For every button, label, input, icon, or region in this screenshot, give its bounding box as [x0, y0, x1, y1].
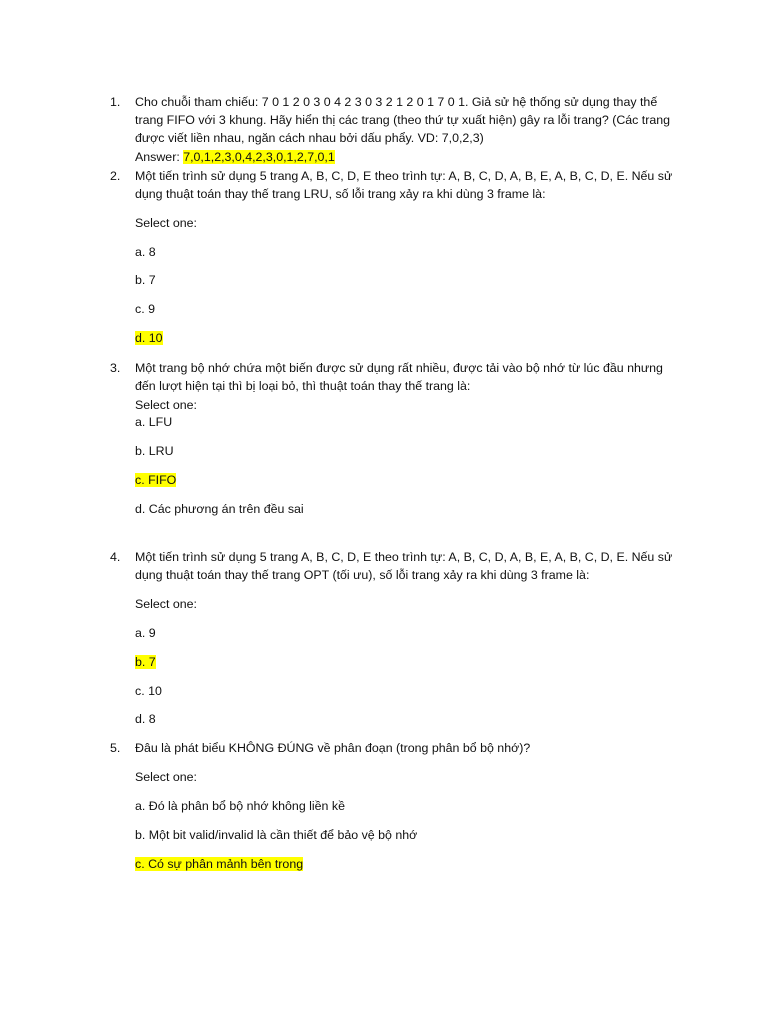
- question-4-text-line-1: Một tiến trình sử dụng 5 trang A, B, C, D, E theo trình tự: A, B, C, D, A, B, E, A, B, C, D, E. Nếu sử: [135, 550, 673, 564]
- question-2-option-d-correct: d. 10: [135, 331, 163, 345]
- question-1-number: 1.: [110, 95, 121, 109]
- question-4-option-d: d. 8: [135, 712, 156, 726]
- question-2-option-b: b. 7: [135, 273, 156, 287]
- question-5-option-b: b. Một bit valid/invalid là cần thiết để bảo vệ bộ nhớ: [135, 828, 418, 842]
- question-2-text-line-2: dụng thuật toán thay thế trang LRU, số lỗi trang xảy ra khi dùng 3 frame là:: [135, 187, 546, 201]
- question-5-option-a: a. Đó là phân bổ bộ nhớ không liền kề: [135, 799, 345, 813]
- question-3-option-b: b. LRU: [135, 444, 174, 458]
- question-2-option-c: c. 9: [135, 302, 155, 316]
- question-3-option-a: a. LFU: [135, 415, 173, 429]
- question-5-number: 5.: [110, 741, 121, 755]
- question-5-option-c-correct: c. Có sự phân mảnh bên trong: [135, 857, 304, 871]
- question-4-option-c: c. 10: [135, 684, 162, 698]
- question-2-option-a: a. 8: [135, 245, 156, 259]
- question-1-text-line-2: trang FIFO với 3 khung. Hãy hiển thị các trang (theo thứ tự xuất hiện) gây ra lỗi trang? (Các trang: [135, 113, 671, 127]
- question-1-answer: [135, 149, 335, 165]
- question-3-text-line-2: đến lượt hiện tại thì bị loại bỏ, thì thuật toán thay thế trang là:: [135, 379, 471, 393]
- question-5-select-one: Select one:: [135, 770, 197, 784]
- question-5-text-line-1: Đâu là phát biểu KHÔNG ĐÚNG về phân đoạn (trong phân bổ bộ nhớ)?: [135, 741, 531, 755]
- question-2-select-one: Select one:: [135, 216, 197, 230]
- question-1-text-line-3: được viết liền nhau, ngăn cách nhau bởi dấu phẩy. VD: 7,0,2,3): [135, 131, 484, 145]
- question-4-number: 4.: [110, 550, 121, 564]
- question-4-select-one: Select one:: [135, 597, 197, 611]
- question-2-number: 2.: [110, 169, 121, 183]
- answer-value: 7,0,1,2,3,0,4,2,3,0,1,2,7,0,1: [183, 150, 335, 164]
- question-3-number: 3.: [110, 361, 121, 375]
- question-3-text-line-1: Một trang bộ nhớ chứa một biến được sử dụng rất nhiều, được tải vào bộ nhớ từ lúc đầu nhưng: [135, 361, 663, 375]
- question-4-option-a: a. 9: [135, 626, 156, 640]
- question-1-text-line-1: Cho chuỗi tham chiếu: 7 0 1 2 0 3 0 4 2 3 0 3 2 1 2 0 1 7 0 1. Giả sử hệ thống sử dụng thay thế: [135, 95, 658, 109]
- question-4-option-b-correct: b. 7: [135, 655, 156, 669]
- question-2-text-line-1: Một tiến trình sử dụng 5 trang A, B, C, D, E theo trình tự: A, B, C, D, A, B, E, A, B, C, D, E. Nếu sử: [135, 169, 673, 183]
- question-4-text-line-2: dụng thuật toán thay thế trang OPT (tối ưu), số lỗi trang xảy ra khi dùng 3 frame là:: [135, 568, 590, 582]
- answer-label: Answer:: [135, 150, 184, 164]
- question-3-option-d: d. Các phương án trên đều sai: [135, 502, 304, 516]
- question-3-option-c-correct: c. FIFO: [135, 473, 177, 487]
- question-3-select-one: Select one:: [135, 398, 197, 412]
